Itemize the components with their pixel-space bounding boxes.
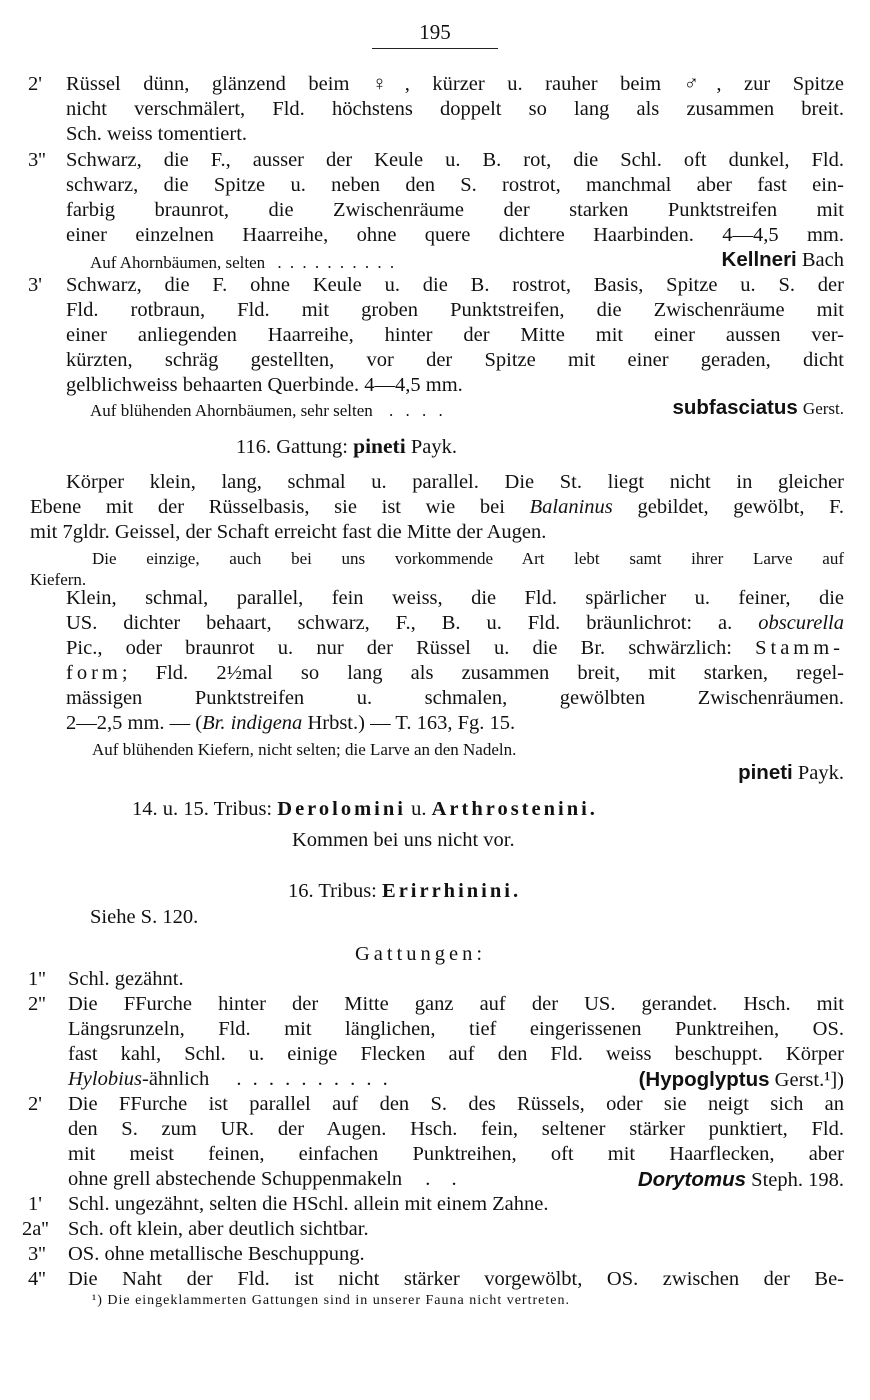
species-author: Gerst. (802, 399, 844, 418)
genus-heading (236, 434, 457, 460)
tribus-name: Erirrhinini. (382, 880, 522, 902)
text-line: Schl. ungezähnt, selten die HSchl. allein mit einem Zahne. (68, 1193, 549, 1215)
genus-name (638, 1167, 844, 1193)
tribus-name: Derolomini (277, 798, 406, 820)
page-number: 195 (419, 20, 451, 44)
key-number: 2'' (28, 993, 46, 1015)
habitat-note: Auf blühenden Kiefern, nicht selten; die Larve an den Nadeln. (92, 740, 517, 759)
small-note: Kiefern. (30, 570, 87, 589)
leader-dots: . . . . . . . . . . (277, 253, 397, 272)
text-line: Längsrunzeln, Fld. mit länglichen, tief eingerissenen Punktreihen, OS. (68, 1018, 844, 1040)
section-heading: Gattungen: (355, 943, 487, 965)
spaced-term: Stamm- (755, 637, 845, 659)
text-line: fast kahl, Schl. u. einige Flecken auf den Fld. weiss beschuppt. Körper (68, 1043, 844, 1065)
tribus-heading (288, 879, 521, 904)
tribus-name: Arthrostenini. (431, 798, 598, 820)
text-line: einer einzelnen Haarreihe, ohne quere dichtere Haarbinden. 4—4,5 mm. (66, 224, 844, 246)
tribus-prefix: 16. Tribus: (288, 880, 377, 902)
text-line: Schl. gezähnt. (68, 968, 184, 990)
text-span: -ähnlich (142, 1068, 210, 1090)
spaced-term: form (66, 662, 122, 684)
text-span: US. dichter behaart, schwarz, F., B. u. Fld. bräunlichrot: a. (66, 612, 733, 634)
cross-reference: Siehe S. 120. (90, 906, 199, 928)
text-line: mit 7gldr. Geissel, der Schaft erreicht fast die Mitte der Augen. (30, 521, 547, 543)
text-line: Klein, schmal, parallel, fein weiss, die Fld. spärlicher u. feiner, die (66, 587, 844, 609)
text-line: gelblichweiss behaarten Querbinde. 4—4,5 mm. (66, 374, 463, 396)
habitat-note (90, 250, 396, 275)
text-span: gebildet, gewölbt, F. (637, 496, 845, 518)
key-number: 4'' (28, 1268, 46, 1290)
text-line: Schwarz, die F. ohne Keule u. die B. rostrot, Basis, Spitze u. S. der (66, 274, 844, 296)
genus-author: Payk. (410, 436, 457, 458)
genus-name (639, 1067, 844, 1093)
species-epithet: Kellneri (721, 248, 797, 271)
genus-author: Gerst.¹]) (774, 1069, 844, 1091)
key-number: 1'' (28, 968, 46, 990)
text-line: mit meist feinen, einfachen Punktreihen, oft mit Haarflecken, aber (68, 1143, 844, 1165)
habitat-text: Auf blühenden Ahornbäumen, sehr selten (90, 401, 373, 420)
text-line (68, 1067, 391, 1092)
species-name (722, 247, 844, 273)
key-number: 3' (28, 274, 42, 296)
key-number: 2' (28, 1093, 42, 1115)
text-line: Die Naht der Fld. ist nicht stärker vorgewölbt, OS. zwischen der Be- (68, 1268, 844, 1290)
text-span: Pic., oder braunrot u. nur der Rüssel u. die Br. schwärzlich: (66, 637, 732, 659)
species-epithet: pineti (738, 761, 793, 784)
text-span: ; Fld. 2½mal so lang als zusammen breit, mit starken, regel- (121, 662, 844, 684)
text-line: Körper klein, lang, schmal u. parallel. Die St. liegt nicht in gleicher (66, 471, 844, 493)
key-number: 2' (28, 73, 42, 95)
variety-name: obscurella (758, 612, 845, 634)
species-epithet: subfasciatus (672, 396, 798, 419)
species-name (672, 395, 844, 421)
text-line (66, 636, 844, 661)
text-line: Die FFurche ist parallel auf den S. des Rüssels, oder sie neigt sich an (68, 1093, 844, 1115)
text-line (66, 611, 844, 636)
genus-reference: Balaninus (529, 496, 613, 518)
tribus-prefix: 14. u. 15. Tribus: (132, 798, 273, 820)
text-span: Hrbst.) — T. 163, Fg. 15. (307, 712, 516, 734)
text-line (66, 661, 844, 686)
header-rule (372, 48, 498, 49)
text-span: 2—2,5 mm. — ( (66, 712, 203, 734)
text-line (68, 1167, 465, 1192)
genus-reference: Hylobius (68, 1068, 143, 1090)
text-line (30, 495, 844, 520)
habitat-text: Auf Ahornbäumen, selten (90, 253, 266, 272)
synonym-name: Br. indigena (202, 712, 303, 734)
genus-author: Steph. 198. (751, 1169, 844, 1191)
text-line: Die FFurche hinter der Mitte ganz auf der US. gerandet. Hsch. mit (68, 993, 844, 1015)
text-line: farbig braunrot, die Zwischenräume der starken Punktstreifen mit (66, 199, 844, 221)
footnote: ¹) Die eingeklammerten Gattungen sind in unserer Fauna nicht vertreten. (92, 1293, 570, 1308)
genus-name-text: Dorytomus (637, 1168, 747, 1191)
key-number: 3'' (28, 149, 46, 171)
text-line: nicht verschmälert, Fld. höchstens doppelt so lang als zusammen breit. (66, 98, 844, 120)
leader-dots: . . . . (389, 401, 447, 420)
leader-dots: . . (425, 1168, 465, 1190)
text-line: kürzten, schräg gestellten, vor der Spitze mit einer geraden, dicht (66, 349, 844, 371)
text-span: Ebene mit der Rüsselbasis, sie ist wie bei (30, 496, 505, 518)
species-author: Payk. (797, 762, 844, 784)
genus-name: pineti (353, 434, 406, 458)
text-line: Sch. oft klein, aber deutlich sichtbar. (68, 1218, 369, 1240)
genus-heading-prefix: 116. Gattung: (236, 436, 348, 458)
key-number: 1' (28, 1193, 42, 1215)
text-line: mässigen Punktstreifen u. schmalen, gewölbten Zwischenräumen. (66, 687, 844, 709)
key-number: 3'' (28, 1243, 46, 1265)
text-line: Sch. weiss tomentiert. (66, 123, 248, 145)
tribus-note: Kommen bei uns nicht vor. (292, 829, 515, 851)
text-line: einer anliegenden Haarreihe, hinter der Mitte mit einer aussen ver- (66, 324, 844, 346)
key-number: 2a'' (22, 1218, 49, 1240)
text-line: OS. ohne metallische Beschuppung. (68, 1243, 365, 1265)
text-span: ohne grell abstechende Schuppenmakeln (68, 1168, 403, 1190)
genus-name-text: (Hypoglyptus (638, 1068, 770, 1091)
habitat-note (90, 398, 447, 423)
text-line: den S. zum UR. der Augen. Hsch. fein, seltener stärker punktiert, Fld. (68, 1118, 844, 1140)
text-line: Fld. rotbraun, Fld. mit groben Punktstreifen, die Zwischenräume mit (66, 299, 844, 321)
tribus-heading (132, 797, 598, 822)
species-name (738, 760, 844, 786)
species-author: Bach (801, 249, 844, 271)
text-line: schwarz, die Spitze u. neben den S. rostrot, manchmal aber fast ein- (66, 174, 844, 196)
text-line (66, 711, 515, 736)
small-note: Die einzige, auch bei uns vorkommende Art lebt samt ihrer Larve auf (92, 549, 844, 568)
text-span: u. (411, 798, 427, 820)
leader-dots: . . . . . . . . . . (236, 1068, 391, 1090)
text-line: Schwarz, die F., ausser der Keule u. B. rot, die Schl. oft dunkel, Fld. (66, 149, 844, 171)
text-line: Rüssel dünn, glänzend beim ♀, kürzer u. rauher beim ♂, zur Spitze (66, 73, 844, 95)
